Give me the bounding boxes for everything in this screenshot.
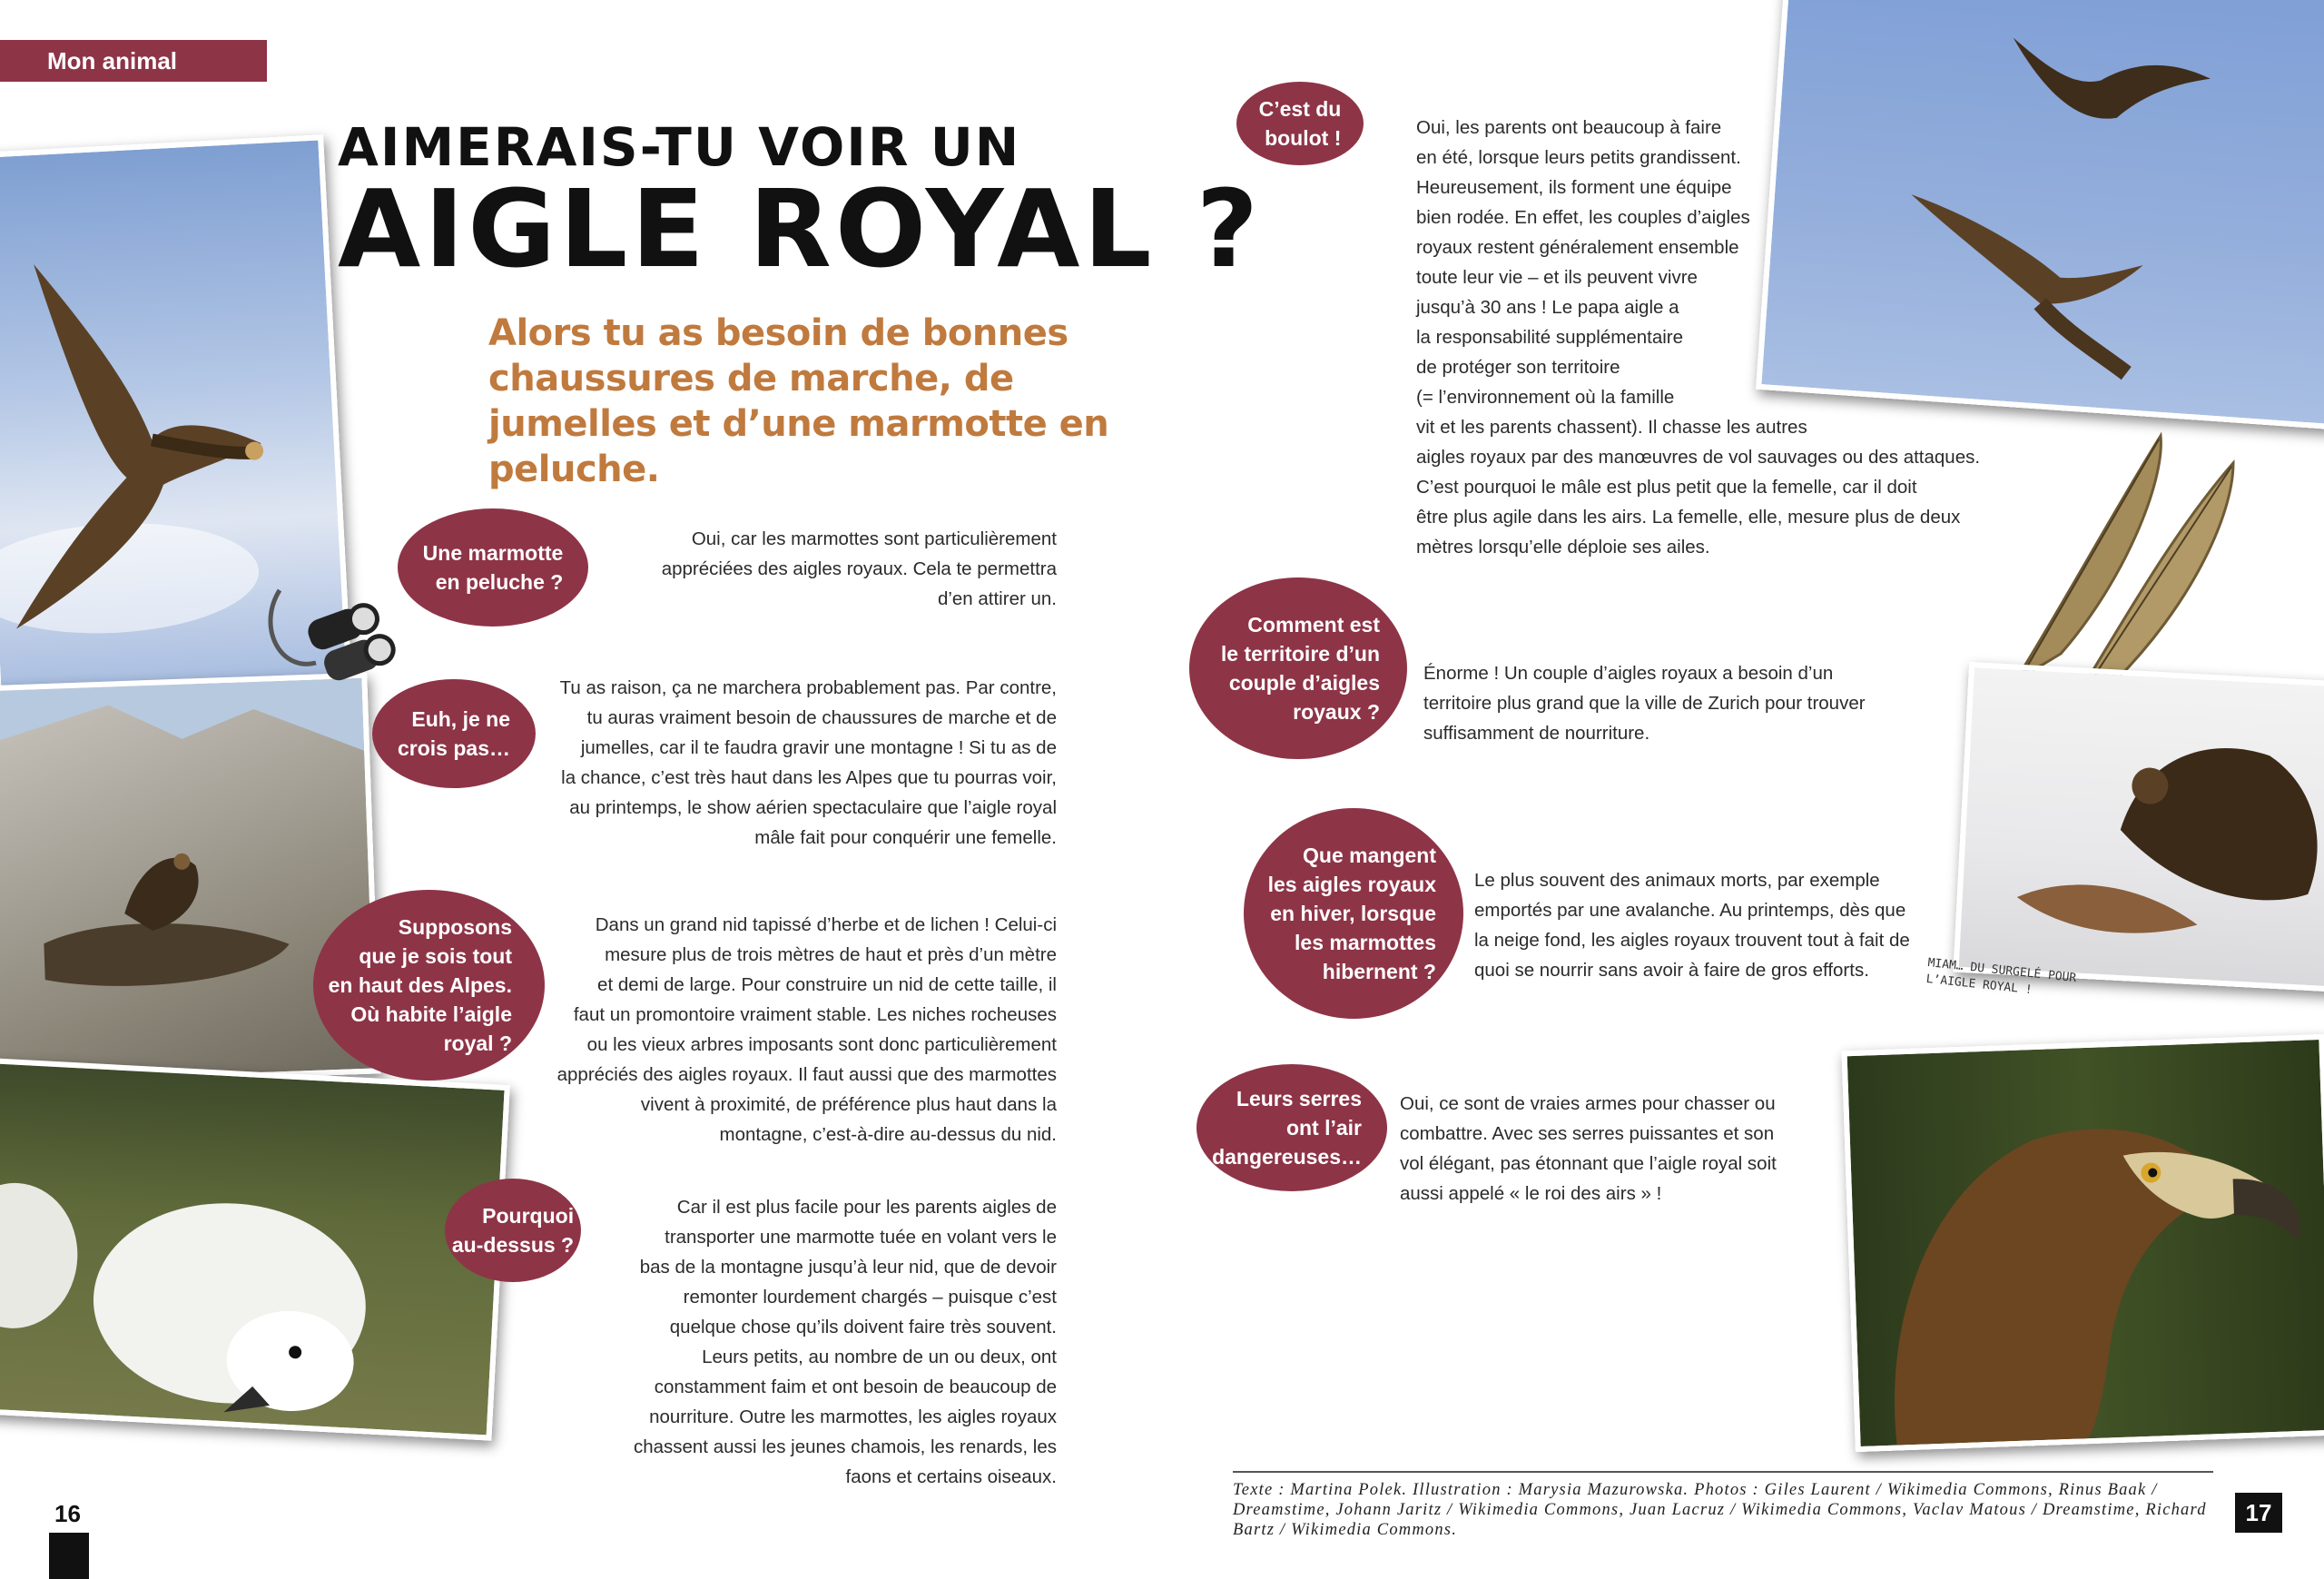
- page-number-right: 17: [2235, 1493, 2282, 1533]
- answer-text: Oui, ce sont de vraies armes pour chasser ou combattre. Avec ses serres puissantes et son vol élégant, pas étonnant que l’aigle royal soit aussi appelé « le roi des airs » !: [1400, 1093, 1777, 1204]
- photo-caption: MIAM… DU SURGELÉ POUR L’AIGLE ROYAL !: [1925, 956, 2077, 998]
- answer-text: Le plus souvent des animaux morts, par exemple emportés par une avalanche. Au printemps, dès que la neige fond, les aigles royaux trouvent tout à fait de quoi se nourrir sans avoir à faire de gros efforts.: [1474, 870, 1910, 981]
- title-line-1: AIMERAIS-TU VOIR UN: [338, 116, 1021, 178]
- answer-text: Oui, les parents ont beaucoup à faire en été, lorsque leurs petits grandissent. Heureusement, ils forment une équipe bien rodée. En effet, les couples d’aigles royaux restent généralement ensemble toute leur vie – et ils peuvent vivre jusqu’à 30 ans ! Le papa aigle a la responsabilité supplémentaire de protéger son territoire (= l’environnement où la famille vit et les parents chassent). Il chasse les autres aigles royaux par des manœuvres de vol sauvages ou des attaques. C’est pourquoi le mâle est plus petit que la femelle, car il doit être plus agile dans les airs. La femelle, elle, mesure plus de deux mètres lorsqu’elle déploie ses ailes.: [1416, 117, 1981, 558]
- answer-text: Tu as raison, ça ne marchera probablement pas. Par contre, tu auras vraiment besoin de chaussures de marche et de jumelles, car il te faudra gravir une montagne ! Si tu as de la chance, c’est très haut dans les Alpes que tu pourras voir, au printemps, le show aérien spectaculaire que l’aigle royal mâle fait pour conquérir une femelle.: [559, 677, 1057, 848]
- question-text: Comment est le territoire d’un couple d’aigles royaux ?: [1220, 613, 1380, 724]
- section-tag: Mon animal sauvage: [0, 40, 267, 82]
- page-number-left: 16: [54, 1500, 81, 1527]
- photo-eagle-in-snow: [1953, 662, 2324, 992]
- question-bubble: [1236, 82, 1364, 165]
- question-bubble: [445, 1179, 581, 1282]
- question-text: Pourquoi au-dessus ?: [451, 1204, 575, 1257]
- subtitle: Alors tu as besoin de bonnes chaussures de marche, de jumelles et d’une marmotte en peluche.: [488, 312, 1109, 490]
- answer-text: Car il est plus facile pour les parents aigles de transporter une marmotte tuée en volant vers le bas de la montagne jusqu’à leur nid, que de devoir remonter lourdement chargés – puisque c’est quelque chose qu’ils doivent faire très souvent. Leurs petits, au nombre de un ou deux, ont constamment faim et ont besoin de beaucoup de nourriture. Outre les marmottes, les aigles royaux chassent aussi les jeunes chamois, les renards, les faons et certains oiseaux.: [633, 1197, 1057, 1487]
- photo-credits: Texte : Martina Polek. Illustration : Marysia Mazurowska. Photos : Giles Laurent / Wikimedia Commons, Rinus Baak / Dreamstime, Johann Jaritz / Wikimedia Commons, Juan Lacruz / Wikimedia Commons, Vaclav Matous / Dreamstime, Richard Bartz / Wikimedia Commons.: [1233, 1471, 2213, 1540]
- question-bubble: [1244, 808, 1463, 1019]
- answer-text: Énorme ! Un couple d’aigles royaux a besoin d’un territoire plus grand que la ville de Zurich pour trouver suffisamment de nourriture.: [1423, 663, 1866, 744]
- question-text: Une marmotte en peluche ?: [422, 541, 564, 594]
- question-bubble: [1189, 577, 1407, 759]
- question-bubble: [1196, 1064, 1387, 1191]
- page-number-bar: [49, 1533, 89, 1579]
- question-bubble: [313, 890, 545, 1081]
- question-text: Supposons que je sois tout en haut des Alpes. Où habite l’aigle royal ?: [328, 915, 512, 1055]
- photo-eagle-head: [1841, 1034, 2324, 1452]
- question-text: Euh, je ne crois pas…: [398, 707, 510, 760]
- answer-text: Dans un grand nid tapissé d’herbe et de lichen ! Celui-ci mesure plus de trois mètres de haut et près d’un mètre et demi de large. Pour construire un nid de cette taille, il faut un promontoire vraiment stable. Les niches rocheuses ou les vieux arbres imposants sont donc particulièrement appréciés des aigles royaux. Il faut aussi que des marmottes vivent à proximité, de préférence plus haut dans la montagne, c’est-à-dire au-dessus du nid.: [556, 914, 1057, 1145]
- title-line-2: AIGLE ROYAL ?: [338, 166, 1263, 291]
- question-text: C’est du boulot !: [1258, 97, 1342, 150]
- photo-eaglet: [0, 1058, 510, 1440]
- question-text: Leurs serres ont l’air dangereuses…: [1212, 1087, 1362, 1169]
- binoculars-icon: [261, 572, 416, 695]
- answer-text: Oui, car les marmottes sont particulièrement appréciées des aigles royaux. Cela te permettra d’en attirer un.: [661, 528, 1057, 609]
- question-text: Que mangent les aigles royaux en hiver, lorsque les marmottes hibernent ?: [1267, 844, 1436, 983]
- question-bubble: [398, 508, 588, 627]
